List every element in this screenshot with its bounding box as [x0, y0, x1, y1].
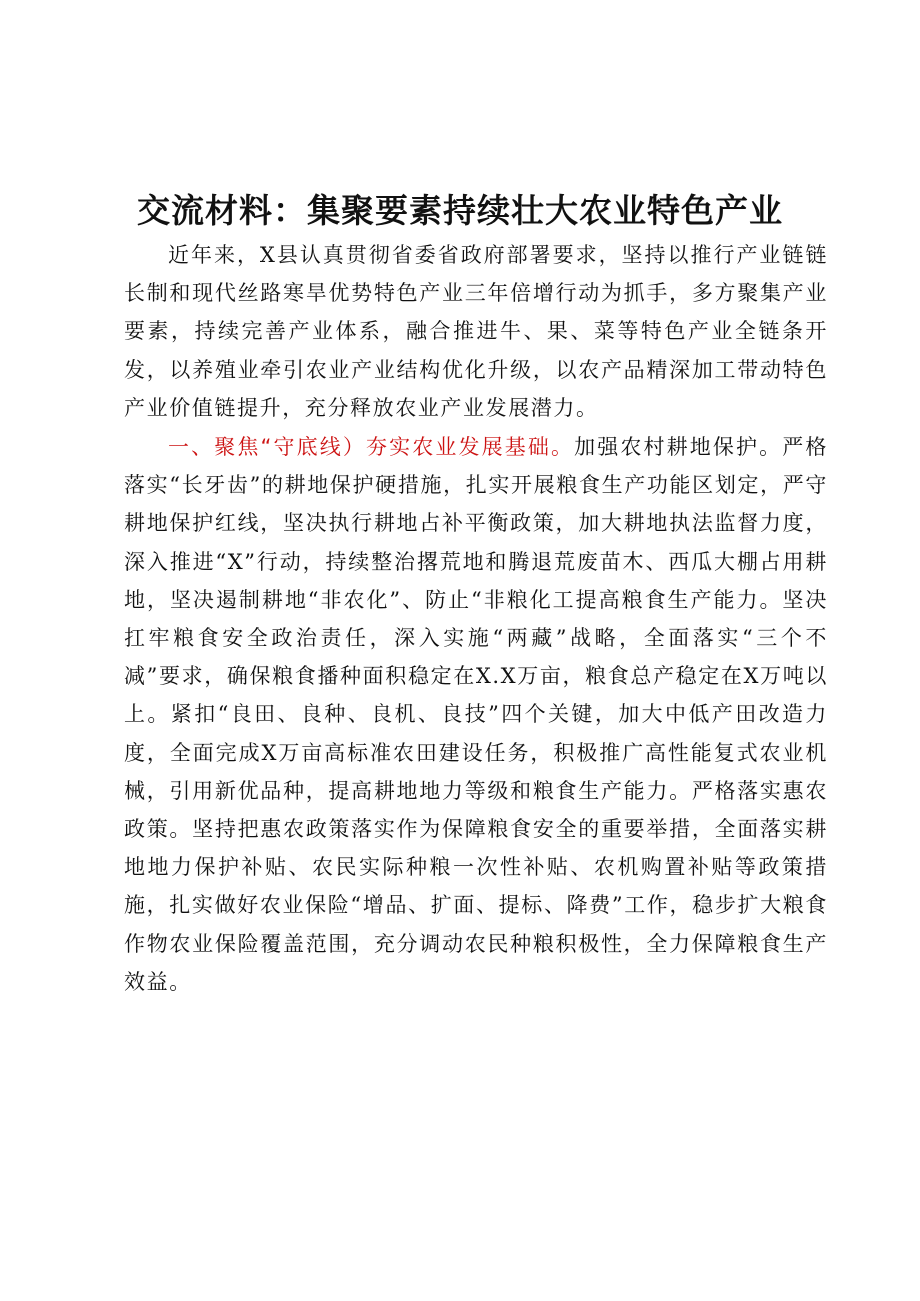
section-1-paragraph: [124, 428, 828, 1001]
section-1-heading: 一、聚焦“守底线）夯实农业发展基础。: [168, 435, 575, 460]
document-body: [124, 236, 828, 1001]
intro-paragraph: 近年来，X县认真贯彻省委省政府部署要求，坚持以推行产业链链长制和现代丝路寒旱优势特色产业三年倍增行动为抓手，多方聚集产业要素，持续完善产业体系，融合推进牛、果、菜等特色产业全链条开发，以养殖业牵引农业产业结构优化升级，以农产品精深加工带动特色产业价值链提升，充分释放农业产业发展潜力。: [124, 243, 828, 420]
section-1-body: 加强农村耕地保护。严格落实“长牙齿”的耕地保护硬措施，扎实开展粮食生产功能区划定，严守耕地保护红线，坚决执行耕地占补平衡政策，加大耕地执法监督力度，深入推进“X”行动，持续整治撂荒地和腾退荒废苗木、西瓜大棚占用耕地，坚决遏制耕地“非农化”、防止“非粮化工提高粮食生产能力。坚决扛牢粮食安全政治责任，深入实施“两藏”战略，全面落实“三个不减”要求，确保粮食播种面积稳定在X.X万亩，粮食总产稳定在X万吨以上。紧扣“良田、良种、良机、良技”四个关键，加大中低产田改造力度，全面完成X万亩高标准农田建设任务，积极推广高性能复式农业机械，引用新优品种，提高耕地地力等级和粮食生产能力。严格落实惠农政策。坚持把惠农政策落实作为保障粮食安全的重要举措，全面落实耕地地力保护补贴、农民实际种粮一次性补贴、农机购置补贴等政策措施，扎实做好农业保险“增品、扩面、提标、降费”工作，稳步扩大粮食作物农业保险覆盖范围，充分调动农民种粮积极性，全力保障粮食生产效益。: [124, 435, 828, 994]
document-title: 交流材料：集聚要素持续壮大农业特色产业: [137, 191, 783, 230]
